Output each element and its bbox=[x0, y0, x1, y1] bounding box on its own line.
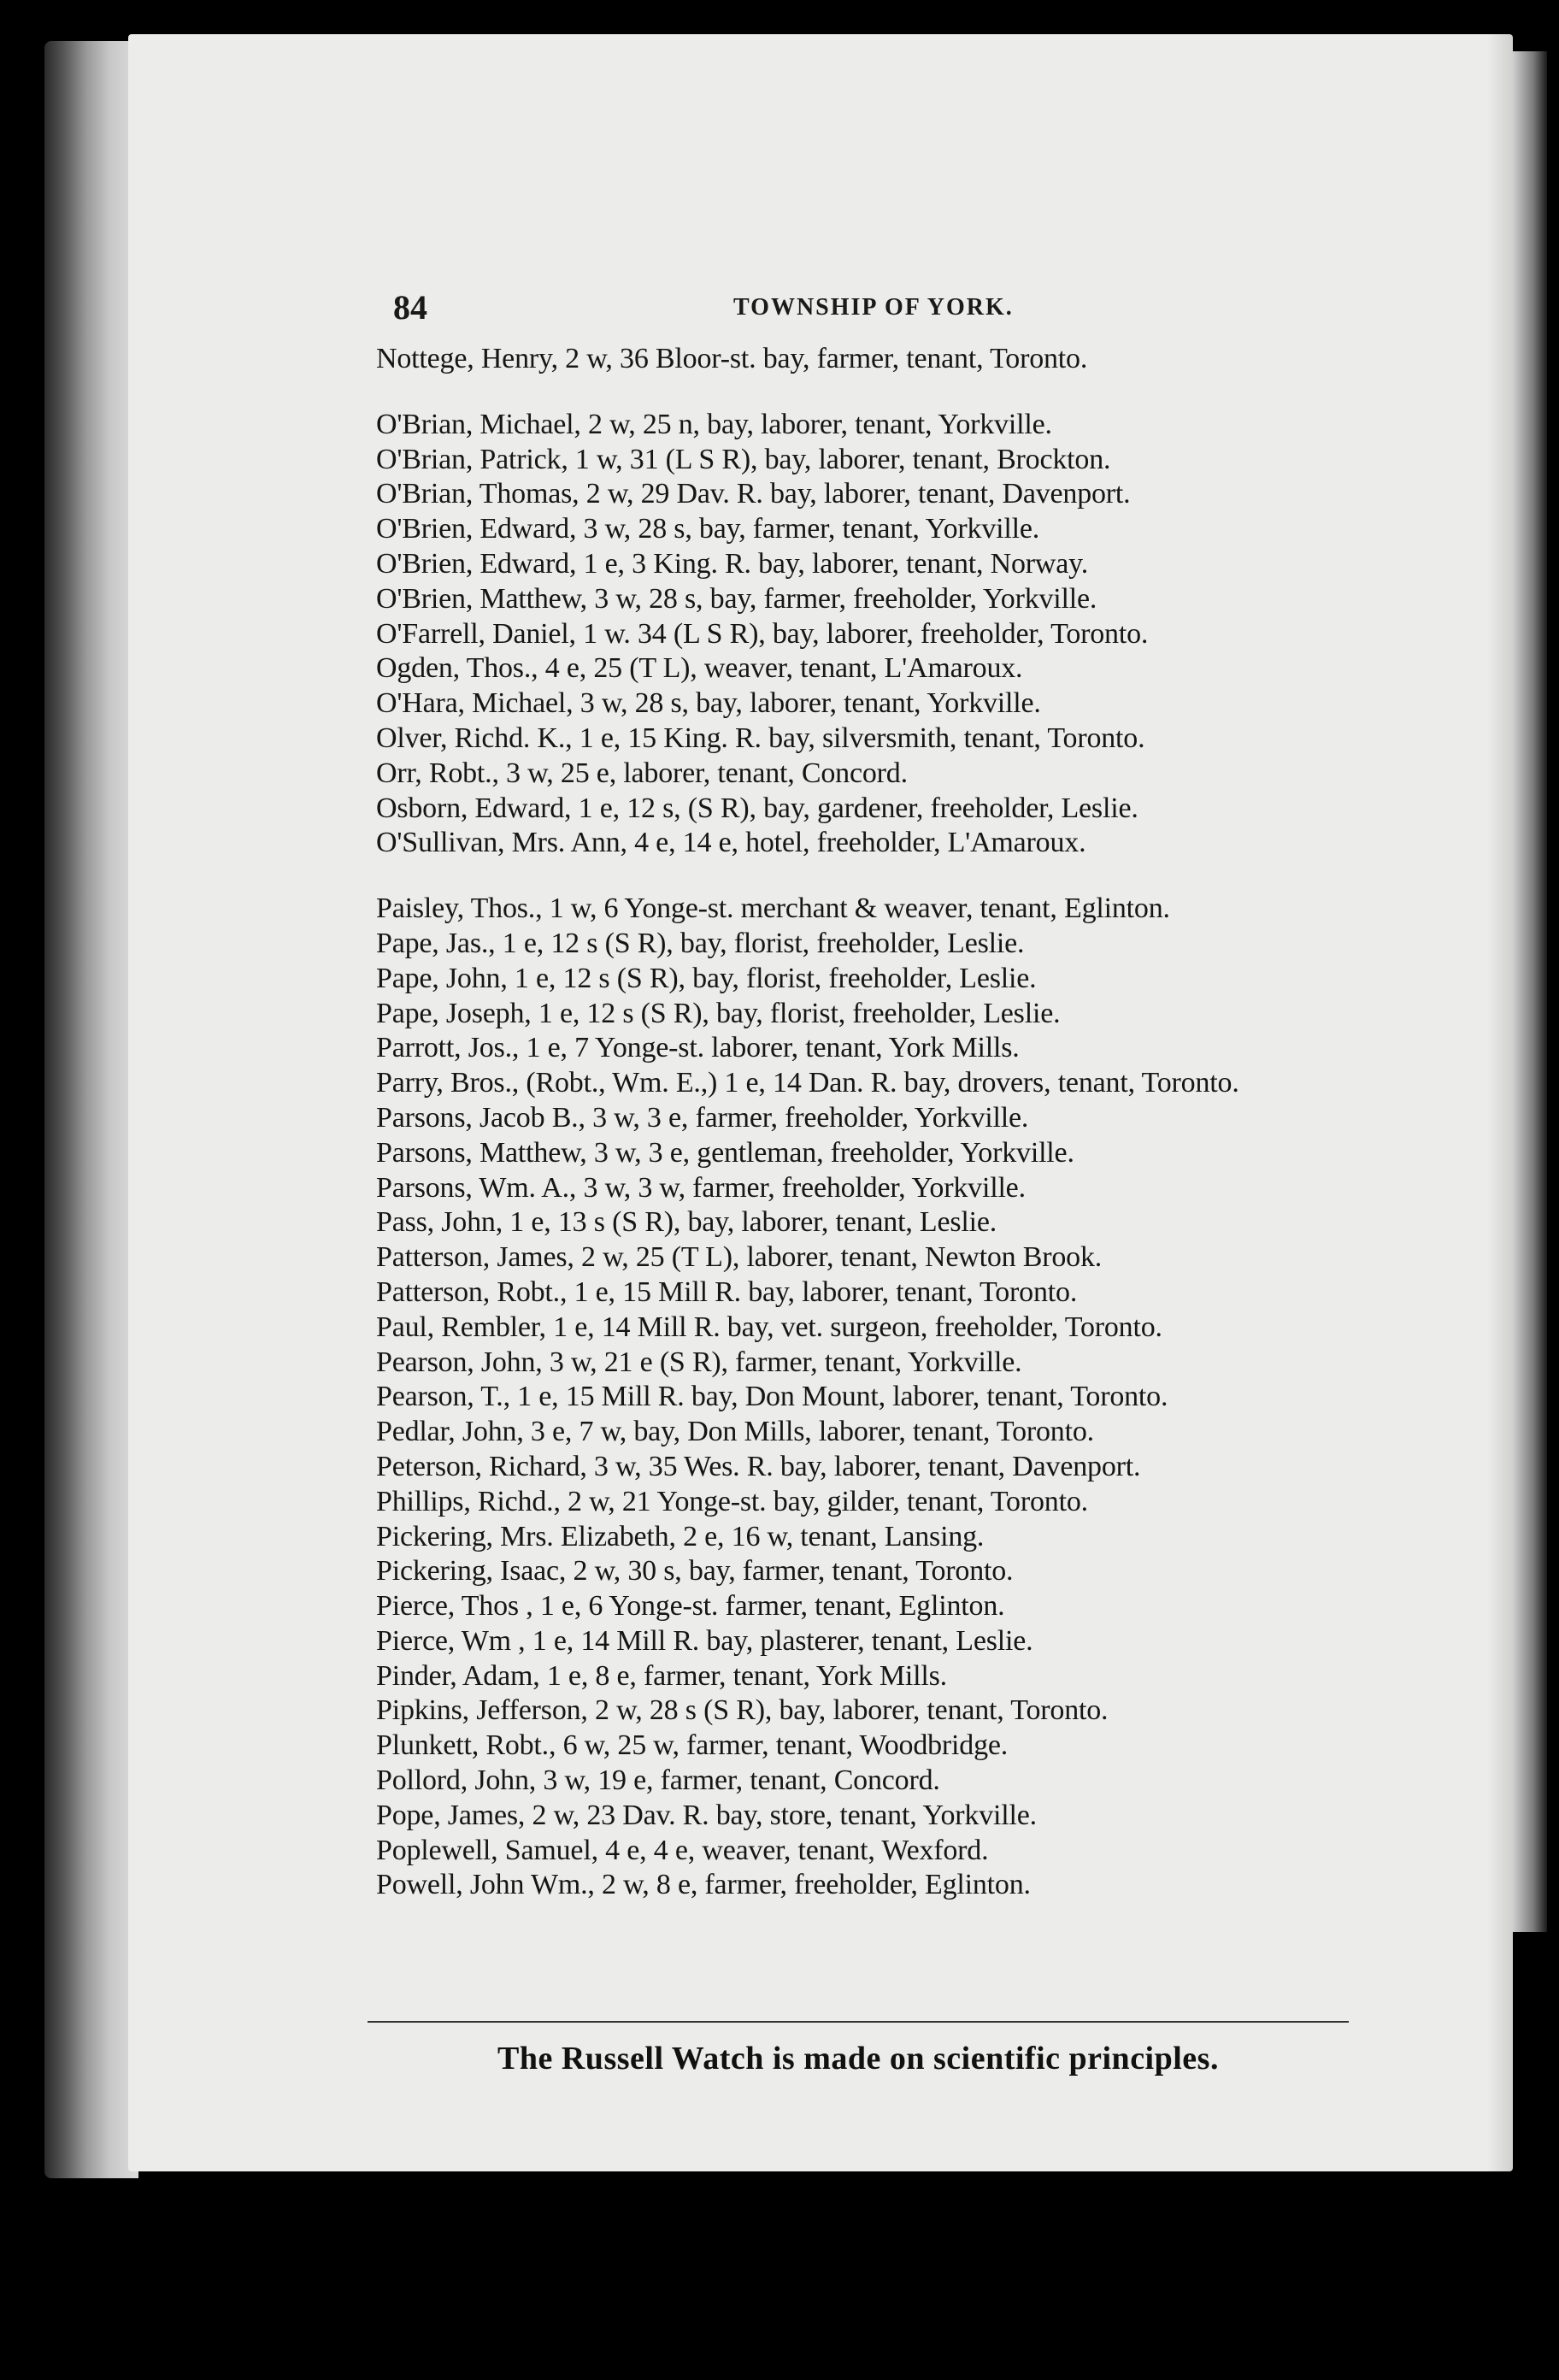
directory-entry: Parsons, Matthew, 3 w, 3 e, gentleman, freeholder, Yorkville. bbox=[376, 1136, 1074, 1169]
directory-entry: O'Brian, Michael, 2 w, 25 n, bay, laborer, tenant, Yorkville. bbox=[376, 408, 1052, 440]
directory-entry: Nottege, Henry, 2 w, 36 Bloor-st. bay, farmer, tenant, Toronto. bbox=[376, 343, 1088, 374]
directory-entry: Pollord, John, 3 w, 19 e, farmer, tenant, Concord. bbox=[376, 1764, 940, 1797]
directory-entry: Orr, Robt., 3 w, 25 e, laborer, tenant, Concord. bbox=[376, 757, 908, 789]
group-spacer bbox=[376, 861, 1385, 892]
directory-entry: Powell, John Wm., 2 w, 8 e, farmer, freeholder, Eglinton. bbox=[376, 1869, 1031, 1901]
directory-entry: O'Hara, Michael, 3 w, 28 s, bay, laborer, tenant, Yorkville. bbox=[376, 687, 1041, 720]
directory-entry: Pape, Jas., 1 e, 12 s (S R), bay, florist, freeholder, Leslie. bbox=[376, 927, 1025, 959]
directory-entry: Pinder, Adam, 1 e, 8 e, farmer, tenant, York Mills. bbox=[376, 1659, 947, 1692]
directory-entry: O'Brian, Patrick, 1 w, 31 (L S R), bay, laborer, tenant, Brockton. bbox=[376, 443, 1111, 475]
directory-entry: O'Brien, Matthew, 3 w, 28 s, bay, farmer, freeholder, Yorkville. bbox=[376, 582, 1097, 615]
directory-entry: Paul, Rembler, 1 e, 14 Mill R. bay, vet. surgeon, freeholder, Toronto. bbox=[376, 1311, 1162, 1343]
directory-entry: Olver, Richd. K., 1 e, 15 King. R. bay, silversmith, tenant, Toronto. bbox=[376, 722, 1145, 754]
directory-entry: Pass, John, 1 e, 13 s (S R), bay, laborer, tenant, Leslie. bbox=[376, 1206, 997, 1239]
directory-entry: O'Brian, Thomas, 2 w, 29 Dav. R. bay, laborer, tenant, Davenport. bbox=[376, 478, 1131, 510]
directory-entries bbox=[376, 342, 1385, 1903]
directory-entry: Pierce, Thos , 1 e, 6 Yonge-st. farmer, tenant, Eglinton. bbox=[376, 1590, 1005, 1623]
directory-entry: Pearson, T., 1 e, 15 Mill R. bay, Don Mount, laborer, tenant, Toronto. bbox=[376, 1381, 1168, 1413]
directory-entry: Parsons, Wm. A., 3 w, 3 w, farmer, freeholder, Yorkville. bbox=[376, 1171, 1026, 1204]
directory-entry: Patterson, Robt., 1 e, 15 Mill R. bay, laborer, tenant, Toronto. bbox=[376, 1275, 1078, 1308]
directory-entry: Plunkett, Robt., 6 w, 25 w, farmer, tenant, Woodbridge. bbox=[376, 1729, 1009, 1762]
directory-entry: Paisley, Thos., 1 w, 6 Yonge-st. merchant & weaver, tenant, Eglinton. bbox=[376, 892, 1170, 925]
running-title: TOWNSHIP OF YORK. bbox=[733, 294, 1014, 321]
directory-entry: Pickering, Mrs. Elizabeth, 2 e, 16 w, tenant, Lansing. bbox=[376, 1520, 985, 1552]
directory-entry: Pape, Joseph, 1 e, 12 s (S R), bay, florist, freeholder, Leslie. bbox=[376, 997, 1061, 1029]
directory-entry: Pedlar, John, 3 e, 7 w, bay, Don Mills, laborer, tenant, Toronto. bbox=[376, 1416, 1094, 1448]
directory-entry: Peterson, Richard, 3 w, 35 Wes. R. bay, laborer, tenant, Davenport. bbox=[376, 1450, 1141, 1482]
directory-entry: O'Brien, Edward, 1 e, 3 King. R. bay, laborer, tenant, Norway. bbox=[376, 547, 1089, 580]
directory-entry: Pickering, Isaac, 2 w, 30 s, bay, farmer, tenant, Toronto. bbox=[376, 1555, 1014, 1588]
directory-entry: Pipkins, Jefferson, 2 w, 28 s (S R), bay, laborer, tenant, Toronto. bbox=[376, 1694, 1109, 1727]
directory-entry: Parrott, Jos., 1 e, 7 Yonge-st. laborer, tenant, York Mills. bbox=[376, 1032, 1020, 1064]
directory-entry: Pearson, John, 3 w, 21 e (S R), farmer, tenant, Yorkville. bbox=[376, 1346, 1022, 1378]
page-number: 84 bbox=[393, 288, 427, 327]
book-binding-edge bbox=[44, 41, 138, 2178]
directory-entry: Osborn, Edward, 1 e, 12 s, (S R), bay, gardener, freeholder, Leslie. bbox=[376, 792, 1138, 824]
directory-entry: Patterson, James, 2 w, 25 (T L), laborer, tenant, Newton Brook. bbox=[376, 1241, 1103, 1274]
footer-advertisement: The Russell Watch is made on scientific principles. bbox=[497, 2041, 1219, 2077]
directory-entry: O'Sullivan, Mrs. Ann, 4 e, 14 e, hotel, freeholder, L'Amaroux. bbox=[376, 827, 1086, 859]
footer-rule bbox=[368, 2021, 1349, 2023]
directory-entry: Pierce, Wm , 1 e, 14 Mill R. bay, plasterer, tenant, Leslie. bbox=[376, 1624, 1033, 1657]
directory-entry: Parsons, Jacob B., 3 w, 3 e, farmer, freeholder, Yorkville. bbox=[376, 1101, 1029, 1134]
page-header bbox=[393, 287, 1385, 330]
directory-entry: Parry, Bros., (Robt., Wm. E.,) 1 e, 14 Dan. R. bay, drovers, tenant, Toronto. bbox=[376, 1067, 1239, 1099]
page-gutter-shadow bbox=[1487, 34, 1513, 2171]
directory-entry: Pope, James, 2 w, 23 Dav. R. bay, store, tenant, Yorkville. bbox=[376, 1799, 1037, 1831]
group-spacer bbox=[376, 377, 1385, 408]
directory-entry: Poplewell, Samuel, 4 e, 4 e, weaver, tenant, Wexford. bbox=[376, 1834, 989, 1866]
directory-entry: O'Farrell, Daniel, 1 w. 34 (L S R), bay, laborer, freeholder, Toronto. bbox=[376, 617, 1149, 650]
directory-entry: O'Brien, Edward, 3 w, 28 s, bay, farmer, tenant, Yorkville. bbox=[376, 513, 1040, 545]
directory-entry: Pape, John, 1 e, 12 s (S R), bay, florist, freeholder, Leslie. bbox=[376, 962, 1037, 994]
page-right-edge bbox=[1513, 51, 1547, 1932]
directory-entry: Phillips, Richd., 2 w, 21 Yonge-st. bay, gilder, tenant, Toronto. bbox=[376, 1485, 1088, 1517]
directory-entry: Ogden, Thos., 4 e, 25 (T L), weaver, tenant, L'Amaroux. bbox=[376, 652, 1023, 685]
